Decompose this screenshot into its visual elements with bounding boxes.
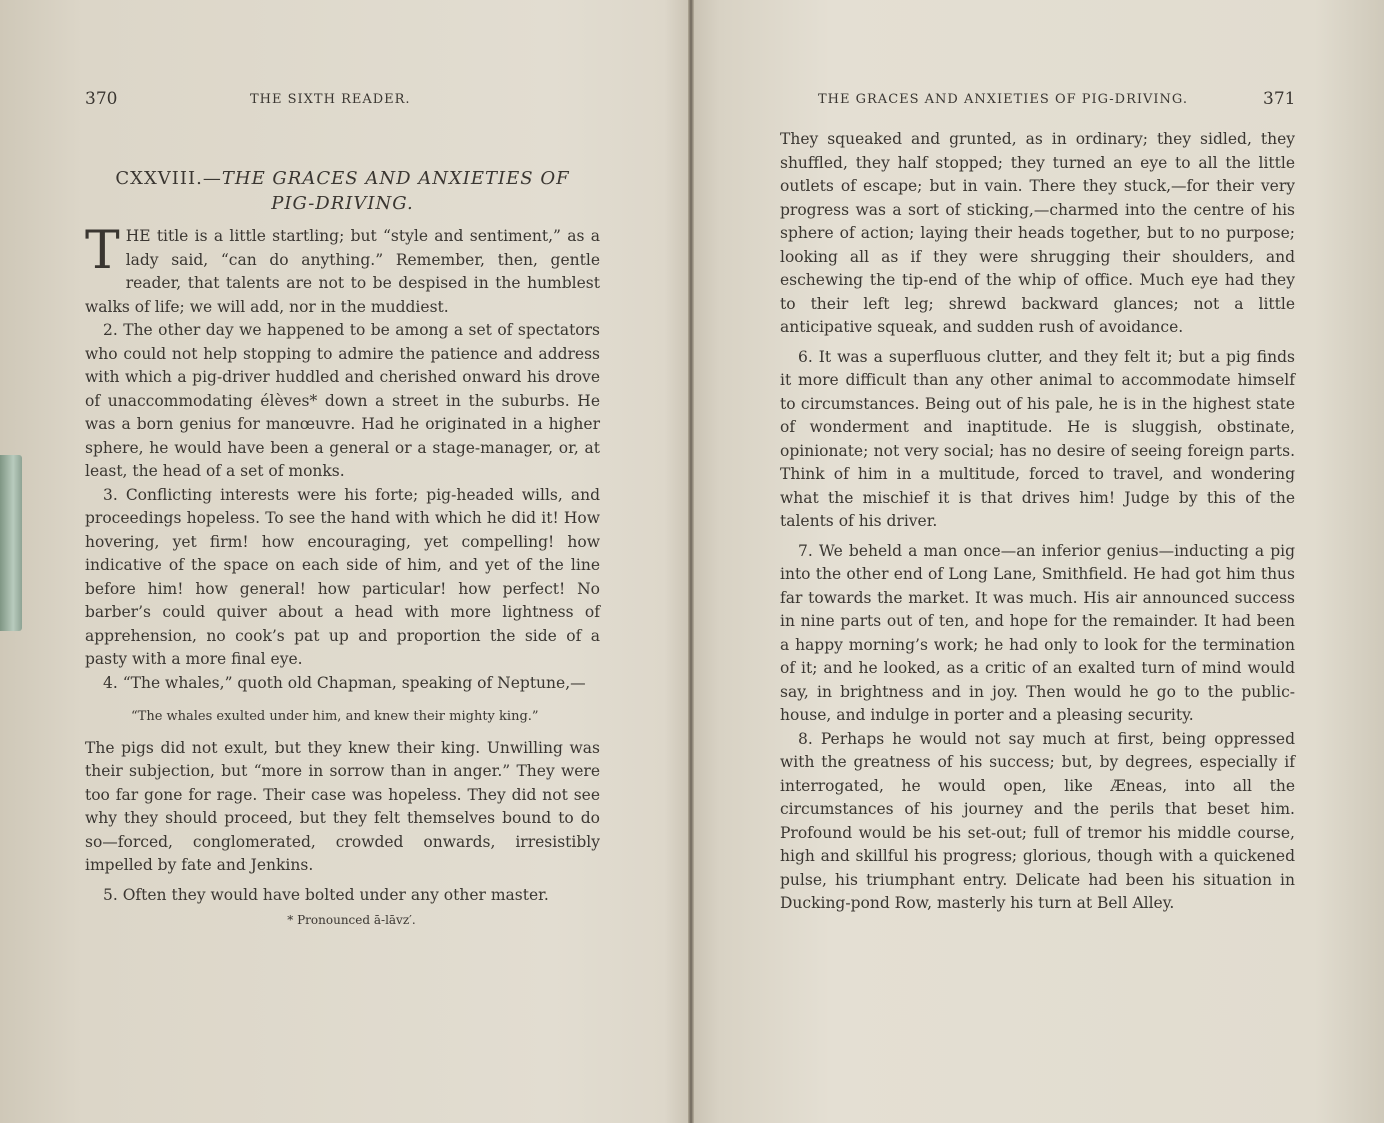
book-gutter [688,0,694,1123]
chapman-quote: “The whales exulted under him, and knew their mighty king.” [131,709,539,724]
right-body [780,128,1295,916]
left-running-head: THE SIXTH READER. [250,92,411,107]
paragraph-7: 7. We beheld a man once—an inferior genius—inducting a pig into the other end of Long Lane, Smithfield. He had got him thus far towards the market. It was much. His air announced success in nine parts out of ten, and hope for the remainder. It had been a happy morning’s work; he had only to look for the termination of it; and he looked, as a critic of an exalted turn of mind would say, in brightness and in joy. Then would he go to the public-house, and indulge in porter and a pleasing security. [780,541,1295,724]
paragraph-4: 4. “The whales,” quoth old Chapman, speaking of Neptune,— [103,673,586,692]
page-tab [0,455,22,631]
paragraph-5-continued: They squeaked and grunted, as in ordinary; they sidled, they shuffled, they half stopped; they turned an eye to all the little outlets of escape; but in vain. There they stuck,—for their very progress was a sort of sticking,—charmed into the centre of his sphere of action; laying their heads together, but to no purpose; looking all as if they were shrugging their shoulders, and eschewing the tip-end of the whip of office. Much eye had they to their left leg; shrewd backward glances; not a little anticipative squeak, and sudden rush of avoidance. [780,130,1295,336]
lesson-title [85,166,600,216]
left-page [85,0,600,1123]
title-roman: CXXVIII.— [115,168,222,189]
left-page-number: 370 [85,89,118,109]
right-page-number: 371 [1263,89,1296,109]
title-italic-2: PIG-DRIVING. [271,193,414,214]
title-italic-1: THE GRACES AND ANXIETIES OF [221,168,570,189]
paragraph-2: 2. The other day we happened to be among a set of spectators who could not help stopping to admire the patience and address with which a pig-driver huddled and cherished onward his drove of unaccommodating élèves* down a street in the suburbs. He was a born genius for manœuvre. Had he originated in a higher sphere, he would have been a general or a stage-manager, or, at least, the head of a set of monks. [85,321,600,480]
paragraph-3: 3. Conflicting interests were his forte; pig-headed wills, and proceedings hopeless. To see the hand with which he did it! How hovering, yet firm! how encouraging, yet compelling! how indicative of the space on each side of him, and yet of the line before him! how general! how particular! how perfect! No barber’s could quiver about a head with more lightness of apprehension, no cook’s pat up and proportion the side of a pasty with a more final eye. [85,485,600,668]
paragraph-4b: The pigs did not exult, but they knew their king. Unwilling was their subjection, but “more in sorrow than in anger.” They were too far gone for rage. Their case was hopeless. They did not see why they should proceed, but they felt themselves bound to do so—forced, conglomerated, crowded onwards, irresistibly impelled by fate and Jenkins. [85,738,600,874]
drop-cap: T [85,221,120,281]
paragraph-8: 8. Perhaps he would not say much at first, being oppressed with the greatness of his success; but, by degrees, especially if interrogated, he would open, like Æneas, into all the circumstances of his journey and the perils that beset him. Profound would be his set-out; full of tremor his middle course, high and skillful his progress; glorious, though with a quickened pulse, his triumphant entry. Delicate had been his situation in Ducking-pond Row, masterly his turn at Bell Alley. [780,729,1295,912]
right-running-head: THE GRACES AND ANXIETIES OF PIG-DRIVING. [818,92,1188,107]
footnote: * Pronounced ā-lāvz′. [287,913,416,927]
right-page [780,0,1295,1123]
paragraph-1-text: HE title is a little startling; but “style and sentiment,” as a lady said, “can do anything.” Remember, then, gentle reader, that talents are not to be despised in the humblest walks of life; we will add, nor in the muddiest. [85,227,600,316]
paragraph-5: 5. Often they would have bolted under any other master. [103,885,549,904]
left-body [85,221,600,933]
paragraph-1 [85,221,600,319]
paragraph-6: 6. It was a superfluous clutter, and they felt it; but a pig finds it more difficult than any other animal to accommodate himself to circumstances. Being out of his pale, he is in the highest state of wonderment and inaptitude. He is sluggish, obstinate, opinionate; not very social; has no desire of seeing foreign parts. Think of him in a multitude, forced to travel, and wondering what the mischief it is that drives him! Judge by this of the talents of his driver. [780,347,1295,530]
